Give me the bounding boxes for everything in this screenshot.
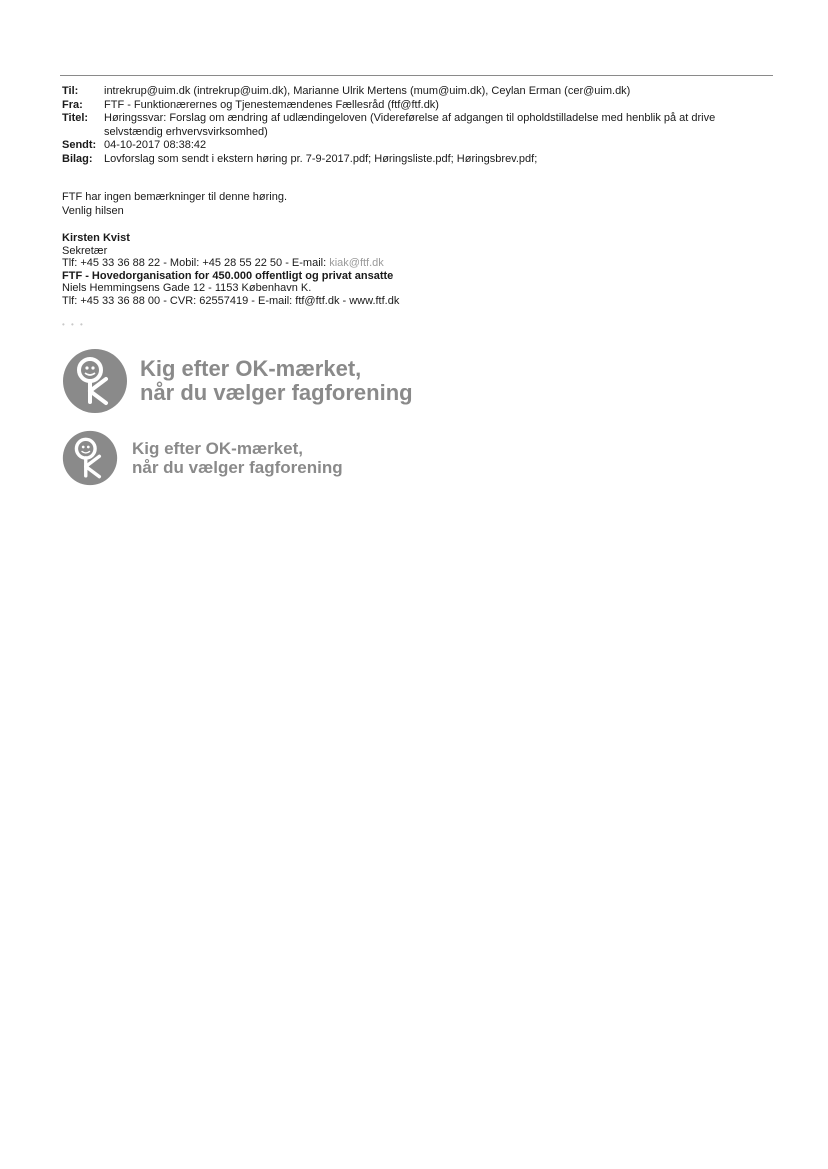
to-row	[62, 85, 772, 99]
ok-banner-text	[140, 357, 413, 405]
attachments-row	[62, 153, 772, 167]
ok-logo-icon	[62, 430, 118, 486]
to-label: Til:	[62, 85, 79, 97]
ok-logo-icon	[62, 348, 128, 414]
signature-org: FTF - Hovedorganisation for 450.000 offentligt og privat ansatte	[62, 269, 394, 282]
signature-name: Kirsten Kvist	[62, 232, 130, 244]
from-row	[62, 99, 772, 113]
signature-address: Niels Hemmingsens Gade 12 - 1153 København K.	[62, 282, 312, 294]
signature-role: Sekretær	[62, 244, 108, 257]
signature-phone-line	[62, 257, 399, 270]
attachments-value: Lovforslag som sendt i ekstern høring pr. 7-9-2017.pdf; Høringsliste.pdf; Høringsbrev.pdf;	[104, 152, 538, 165]
from-value: FTF - Funktionærernes og Tjenestemændenes Fællesråd (ftf@ftf.dk)	[104, 98, 439, 111]
attachments-label: Bilag:	[62, 152, 93, 165]
phone-text: Tlf: +45 33 36 88 22 - Mobil: +45 28 55 22 50 - E-mail:	[62, 257, 330, 269]
email-link[interactable]: kiak@ftf.dk	[329, 257, 384, 269]
ok-banner-text	[132, 439, 343, 477]
sent-value: 04-10-2017 08:38:42	[104, 139, 207, 151]
greeting: Venlig hilsen	[62, 205, 124, 217]
ok-banner-line2: når du vælger fagforening	[132, 458, 343, 477]
ok-banner-small	[62, 430, 343, 486]
signature-contact: Tlf: +45 33 36 88 00 - CVR: 62557419 - E-mail: ftf@ftf.dk - www.ftf.dk	[62, 294, 400, 307]
ok-banner-line1: Kig efter OK-mærket,	[140, 356, 362, 381]
sent-label: Sendt:	[62, 139, 97, 151]
ok-banner	[62, 348, 413, 414]
title-label: Titel:	[62, 112, 89, 124]
body-line: FTF har ingen bemærkninger til denne høring.	[62, 191, 287, 203]
title-value: Høringssvar: Forslag om ændring af udlændingeloven (Videreførelse af adgangen til opholdstilladelse med henblik på at drive selvstændig erhvervsvirksomhed)	[104, 112, 716, 138]
title-row	[62, 112, 772, 139]
header-divider	[60, 75, 773, 76]
message-body	[62, 190, 287, 218]
signature-block	[62, 232, 399, 307]
ok-banner-line2: når du vælger fagforening	[140, 380, 413, 405]
to-value: intrekrup@uim.dk (intrekrup@uim.dk), Marianne Ulrik Mertens (mum@uim.dk), Ceylan Erman (cer@uim.dk)	[104, 85, 631, 97]
ok-banner-line1: Kig efter OK-mærket,	[132, 439, 303, 458]
from-label: Fra:	[62, 98, 83, 111]
faint-dots: • • •	[62, 320, 85, 329]
email-header	[62, 85, 772, 166]
sent-row	[62, 139, 772, 153]
